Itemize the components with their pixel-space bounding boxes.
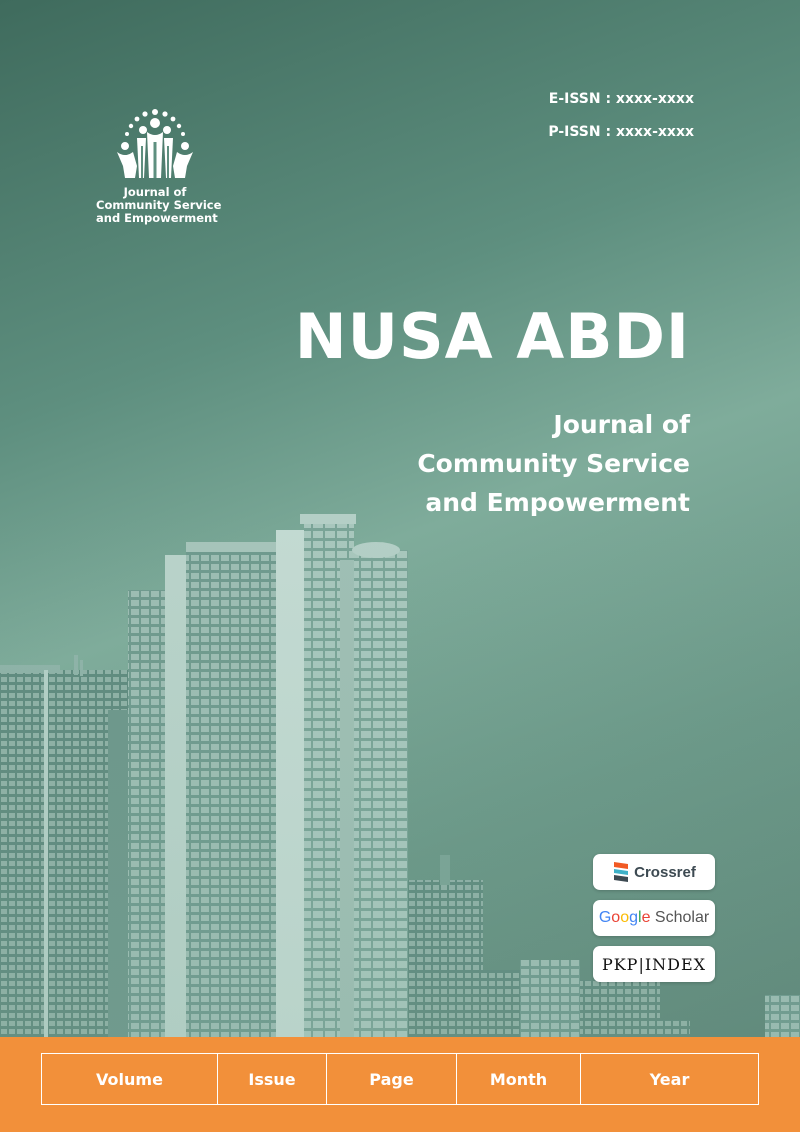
crossref-icon xyxy=(612,861,630,883)
logo-line: and Empowerment xyxy=(96,211,218,225)
pkp-index-label: PKP|INDEX xyxy=(601,954,707,974)
issue-info-table xyxy=(41,1053,759,1105)
pkp-index-badge[interactable] xyxy=(593,946,715,982)
crossref-badge[interactable] xyxy=(593,854,715,890)
google-scholar-label: Google Scholar xyxy=(598,909,710,926)
volume-cell: Volume xyxy=(42,1054,218,1104)
subtitle-line: Community Service xyxy=(417,449,690,478)
p-issn: P-ISSN : xxxx-xxxx xyxy=(548,124,694,140)
google-scholar-badge[interactable] xyxy=(593,900,715,936)
crossref-label: Crossref xyxy=(634,863,696,881)
logo-line: Journal of xyxy=(123,185,187,199)
year-cell: Year xyxy=(649,1069,690,1089)
logo-text xyxy=(96,185,222,225)
issue-cell: Issue xyxy=(218,1054,327,1104)
footer-band xyxy=(0,1037,800,1132)
page-cell: Page xyxy=(327,1054,457,1104)
journal-title: NUSA ABDI xyxy=(294,300,690,373)
e-issn: E-ISSN : xxxx-xxxx xyxy=(548,91,694,107)
people-tree-icon xyxy=(113,108,197,182)
subtitle-line: Journal of xyxy=(553,410,690,439)
journal-logo xyxy=(96,108,222,225)
indexing-badges xyxy=(593,854,715,992)
logo-line: Community Service xyxy=(96,198,222,212)
month-cell: Month xyxy=(457,1054,581,1104)
